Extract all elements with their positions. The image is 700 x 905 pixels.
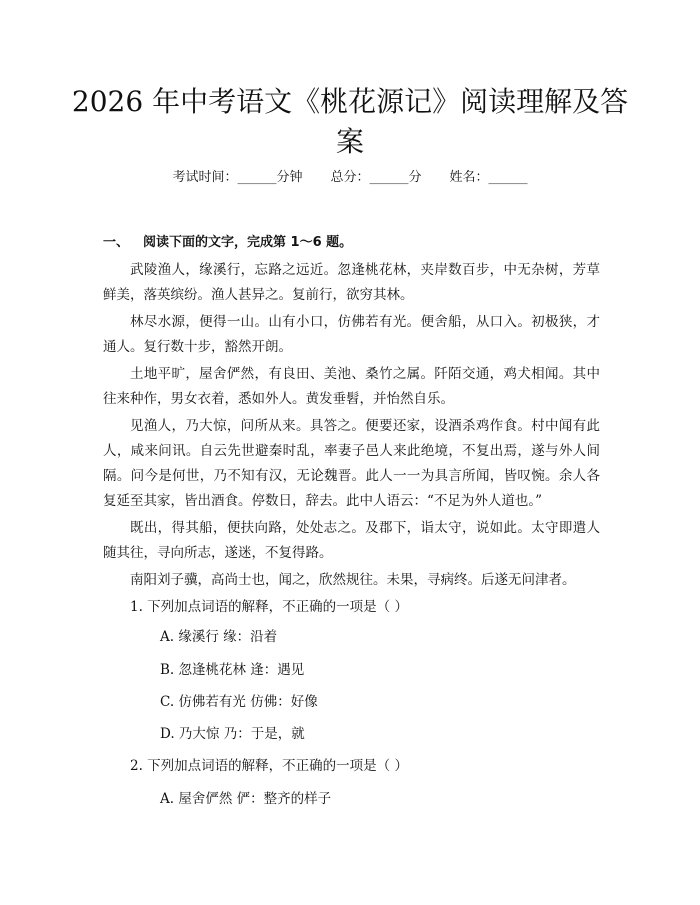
section-instruction: 阅读下面的文字，完成第 1～6 题。: [143, 235, 353, 250]
passage-paragraph-2: 林尽水源，便得一山。山有小口，仿佛若有光。便舍船，从口入。初极狭，才通人。复行数十步，豁然开朗。: [103, 314, 600, 355]
passage-paragraph-3: 土地平旷，屋舍俨然，有良田、美池、桑竹之属。阡陌交通，鸡犬相闻。其中往来种作，男女衣着，悉如外人。黄发垂髫，并怡然自乐。: [103, 366, 600, 407]
section-number: 一、: [103, 235, 130, 250]
question-1-option-d: D. 乃大惊 乃：于是，就: [160, 726, 305, 742]
question-1-option-b: B. 忽逢桃花林 逢：遇见: [160, 662, 305, 678]
document-title: 2026 年中考语文《桃花源记》阅读理解及答案: [71, 85, 629, 158]
exam-time-field: 考试时间：______分钟: [172, 170, 303, 185]
exam-meta: [0, 168, 700, 188]
question-1-stem: 1. 下列加点词语的解释，不正确的一项是（ ）: [130, 599, 408, 615]
student-name-field: 姓名：______: [449, 170, 528, 185]
passage-paragraph-5: 既出，得其船，便扶向路，处处志之。及郡下，诣太守，说如此。太守即遣人随其往，寻向所志，遂迷，不复得路。: [103, 520, 600, 561]
question-2-stem: 2. 下列加点词语的解释，不正确的一项是（ ）: [130, 758, 408, 774]
section-heading: [103, 231, 352, 250]
passage-paragraph-6: 南阳刘子骥，高尚士也，闻之，欣然规往。未果，寻病终。后遂无问津者。: [130, 572, 576, 588]
question-1-option-c: C. 仿佛若有光 仿佛：好像: [160, 694, 318, 710]
question-1-option-a: A. 缘溪行 缘：沿着: [160, 629, 278, 645]
passage-paragraph-1: 武陵渔人，缘溪行，忘路之远近。忽逢桃花林，夹岸数百步，中无杂树，芳草鲜美，落英缤纷。渔人甚异之。复前行，欲穷其林。: [103, 262, 600, 303]
passage-paragraph-4: 见渔人，乃大惊，问所从来。具答之。便要还家，设酒杀鸡作食。村中闻有此人，咸来问讯。自云先世避秦时乱，率妻子邑人来此绝境，不复出焉，遂与外人间隔。问今是何世，乃不知有汉，无论魏晋。此人一一为具言所闻，皆叹惋。余人各复延至其家，皆出酒食。停数日，辞去。此中人语云：“不足为外人道也。”: [103, 418, 600, 509]
question-2-option-a: A. 屋舍俨然 俨：整齐的样子: [160, 791, 332, 807]
total-score-field: 总分：______分: [330, 170, 422, 185]
